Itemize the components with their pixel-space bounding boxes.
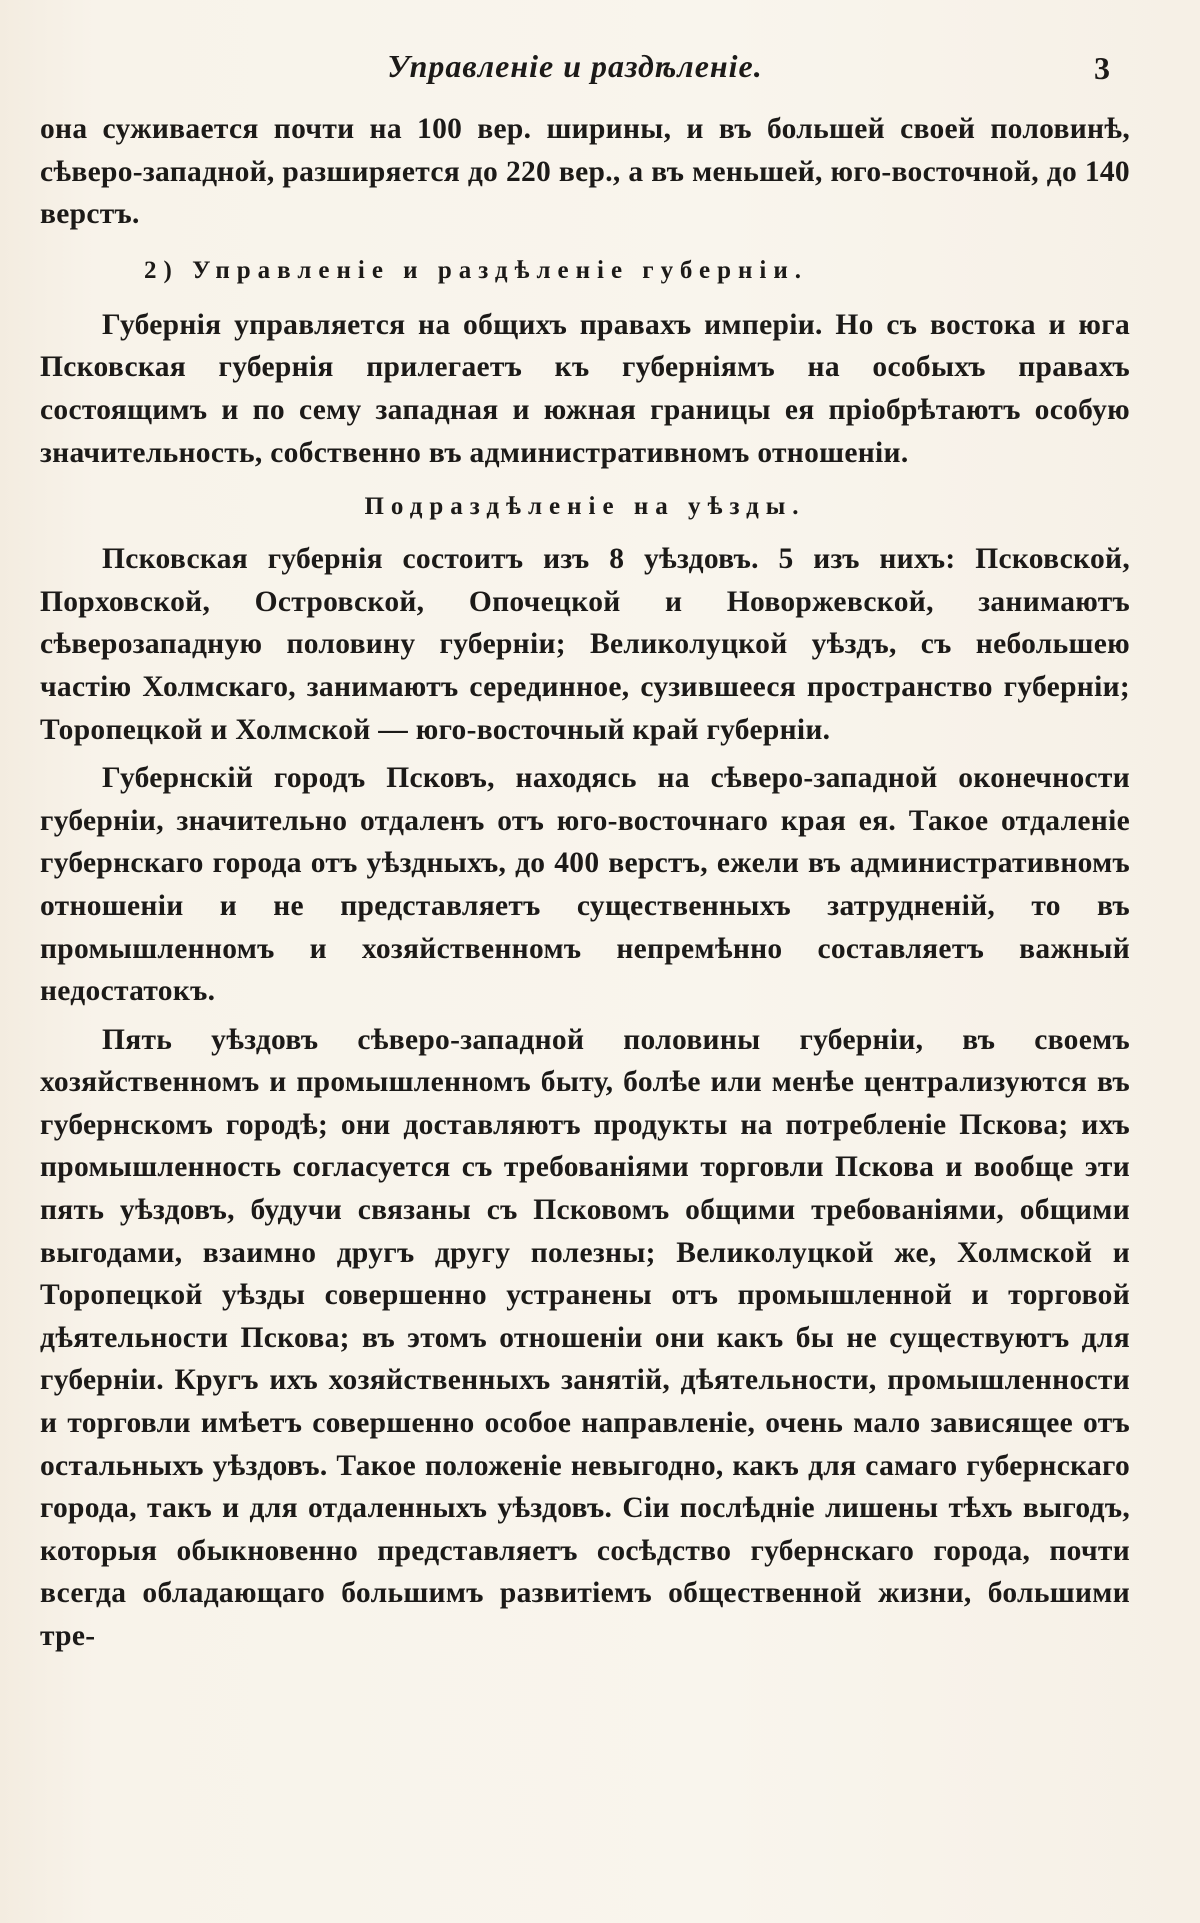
paragraph-districts: Псковская губернія состоитъ изъ 8 уѣздовъ. 5 изъ нихъ: Псковской, Порховской, Островской, Опочецкой и Новоржевской, занимаютъ сѣверозападную половину губерніи; Великолуцкой уѣздъ, съ небольшею частію Холмскаго, занимаютъ серединное, сузившееся пространство губерніи; Торопецкой и Холмской — юго-восточный край губерніи.	[40, 543, 1130, 746]
paragraph-five-districts: Пять уѣздовъ сѣверо-западной половины губерніи, въ своемъ хозяйственномъ и промышленномъ быту, болѣе или менѣе централизуются въ губернскомъ городѣ; они доставляютъ продукты на потребленіе Пскова; ихъ промышленность согласуется съ требованіями торговли Пскова и вообще эти пять уѣздовъ, будучи связаны съ Псковомъ общими требованіями, общими выгодами, взаимно другъ другу полезны; Великолуцкой же, Холмской и Торопецкой уѣзды совершенно устранены отъ промышленной и торговой дѣятельности Пскова; въ этомъ отношеніи они какъ бы не существуютъ для губерніи. Кругъ ихъ хозяйственныхъ занятій, дѣятельности, промышленности и торговли имѣетъ совершенно особое направленіе, очень мало зависящее отъ остальныхъ уѣздовъ. Такое положеніе невыгодно, какъ для самаго губернскаго города, такъ и для отдаленныхъ уѣздовъ. Сіи послѣдніе лишены тѣхъ выгодъ, которыя обыкновенно представляетъ сосѣдство губернскаго города, почти всегда обладающаго большимъ развитіемъ общественной жизни, большими тре-	[40, 1023, 1130, 1652]
running-title: Управленіе и раздѣленіе.	[387, 48, 763, 84]
page-header	[40, 48, 1110, 98]
page-number: 3	[1094, 50, 1110, 86]
page-body	[40, 108, 1130, 1658]
subheading-districts: Подраздѣленіе на уѣзды.	[364, 493, 806, 521]
paragraph-administration: Губернія управляется на общихъ правахъ имперіи. Но съ востока и юга Псковская губернія прилегаетъ къ губерніямъ на особыхъ правахъ состоящимъ и по сему западная и южная границы ея пріобрѣтаютъ особую значительность, собственно въ административномъ отношеніи.	[40, 308, 1130, 469]
paragraph-provincial-city: Губернскій городъ Псковъ, находясь на сѣверо-западной оконечности губерніи, значительно отдаленъ отъ юго-восточнаго края ея. Такое отдаленіе губернскаго города отъ уѣздныхъ, до 400 верстъ, ежели въ административномъ отношеніи и не представляетъ существенныхъ затрудненій, то въ промышленномъ и хозяйственномъ непремѣнно составляетъ важный недостатокъ.	[40, 762, 1130, 1008]
section-heading-administration: 2) Управленіе и раздѣленіе губерніи.	[144, 256, 808, 284]
paragraph-continuation: она суживается почти на 100 вер. ширины, и въ большей своей половинѣ, сѣверо-западной, разширяется до 220 вер., а въ меньшей, юго-восточной, до 140 верстъ.	[40, 113, 1130, 231]
